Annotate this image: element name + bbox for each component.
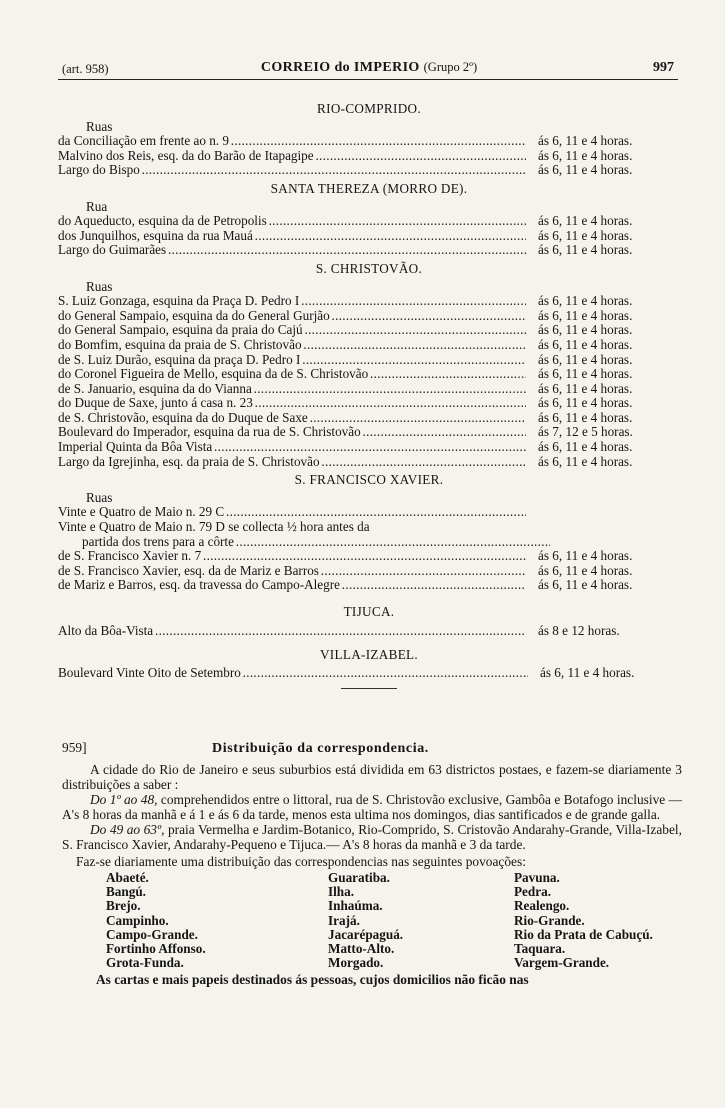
village: Campo-Grande. xyxy=(106,926,198,942)
village: Campinho. xyxy=(106,912,169,928)
paragraph xyxy=(62,792,682,822)
place: de S. Luiz Durão, esquina da praça D. Pedro I . . . xyxy=(58,353,526,368)
village: Fortinho Affonso. xyxy=(106,941,206,957)
place: do Aqueducto, esquina da de Petropolis . . . xyxy=(58,214,526,229)
article-number: 959] xyxy=(62,740,87,755)
group-label: (Grupo 2º) xyxy=(423,60,478,74)
village: Morgado. xyxy=(328,955,384,971)
place: Malvino dos Reis, esq. da do Barão de Itapagipe . . . xyxy=(58,149,526,164)
paragraph xyxy=(62,762,682,792)
schedule-row xyxy=(58,367,680,382)
schedule-row xyxy=(58,323,680,338)
schedule-row xyxy=(58,505,680,520)
village: Grota-Funda. xyxy=(106,955,184,971)
schedule-row xyxy=(58,294,680,309)
place: da Conciliação em frente ao n. 9 . . . xyxy=(58,134,526,149)
place: do General Sampaio, esquina da do General Gurjão . . . xyxy=(58,309,526,324)
schedule-row xyxy=(58,578,680,593)
times: ás 6, 11 e 4 horas. xyxy=(538,548,633,564)
schedule-row xyxy=(58,455,680,470)
page-header xyxy=(62,60,676,80)
village: Jacarépaguá. xyxy=(328,926,404,942)
place: do Duque de Saxe, junto á casa n. 23 . . . xyxy=(58,396,526,411)
place: Largo do Bispo . . . xyxy=(58,163,526,178)
place: Vinte e Quatro de Maio n. 29 C . . . xyxy=(58,505,526,520)
place: de S. Januario, esquina da do Vianna . . . xyxy=(58,382,526,397)
times: ás 6, 11 e 4 horas. xyxy=(538,439,633,455)
village: Rio da Prata de Cabuçú. xyxy=(514,926,653,942)
village: Matto-Alto. xyxy=(328,941,395,957)
place: de S. Francisco Xavier, esq. da de Mariz e Barros . . . xyxy=(58,564,526,579)
section-title: SANTA THEREZA (MORRO DE). xyxy=(270,180,468,196)
paragraph-text: As cartas e mais papeis destinados ás pessoas, cujos domicilios não ficão nas xyxy=(96,972,529,988)
village: Guaratiba. xyxy=(328,870,390,885)
village: Inhaúma. xyxy=(328,898,383,914)
section-title: S. FRANCISCO XAVIER. xyxy=(294,472,444,488)
section-subtitle: Ruas xyxy=(86,278,113,294)
schedule-row xyxy=(58,309,680,324)
paragraph xyxy=(62,822,682,852)
collection-schedule xyxy=(58,98,680,689)
place: do Bomfim, esquina da praia de S. Christovão . . . xyxy=(58,338,526,353)
times: ás 6, 11 e 4 horas. xyxy=(540,664,635,680)
schedule-row xyxy=(58,411,680,426)
section-title: RIO-COMPRIDO. xyxy=(317,101,421,116)
place: do General Sampaio, esquina da praia do Cajú . . . xyxy=(58,323,526,338)
district-range: Do 1º ao 48, xyxy=(90,792,158,807)
times: ás 6, 11 e 4 horas. xyxy=(538,366,633,382)
paragraph-text: Faz-se diariamente uma distribuição das correspondencias nas seguintes povoações: xyxy=(76,854,526,869)
place: Alto da Bôa-Vista . . . xyxy=(58,624,526,639)
section-subtitle: Rua xyxy=(86,198,108,214)
times: ás 6, 11 e 4 horas. xyxy=(538,213,633,229)
paragraph-text: comprehendidos entre o littoral, rua de S. Christovão exclusive, Gambôa e Botafogo inclusive —A's 8 horas da manhã e á 1 e ás 6 da tarde, menos esta ultima nos domingos, dias santificados e de grande galla. xyxy=(62,792,682,822)
publication-title xyxy=(62,60,676,76)
times: ás 6, 11 e 4 horas. xyxy=(538,577,633,593)
place: Boulevard Vinte Oito de Setembro . . . xyxy=(58,666,528,681)
paragraph xyxy=(62,854,682,869)
times: ás 6, 11 e 4 horas. xyxy=(538,133,633,149)
place: Largo da Igrejinha, esq. da praia de S. Christovão . . . xyxy=(58,455,526,470)
times: ás 6, 11 e 4 horas. xyxy=(538,147,633,163)
schedule-row xyxy=(58,243,680,258)
village: Pedra. xyxy=(514,884,551,900)
article-ref: (art. 958) xyxy=(62,62,109,76)
schedule-row xyxy=(58,134,680,149)
times: ás 6, 11 e 4 horas. xyxy=(538,562,633,578)
place: de Mariz e Barros, esq. da travessa do Campo-Alegre . . . xyxy=(58,578,526,593)
schedule-row xyxy=(58,149,680,164)
schedule-note: Vinte e Quatro de Maio n. 79 D se collecta ½ hora antes da xyxy=(58,519,370,535)
section-title: S. CHRISTOVÃO. xyxy=(315,260,423,276)
times: ás 8 e 12 horas. xyxy=(538,622,620,638)
times: ás 6, 11 e 4 horas. xyxy=(538,351,633,367)
place: S. Luiz Gonzaga, esquina da Praça D. Pedro I . . . xyxy=(58,294,526,309)
paragraph xyxy=(62,972,682,987)
times: ás 6, 11 e 4 horas. xyxy=(538,307,633,323)
district-range: Do 49 ao 63º, xyxy=(90,822,165,837)
place: de S. Francisco Xavier n. 7 . . . xyxy=(58,549,526,564)
place: Boulevard do Imperador, esquina da rua de S. Christovão . . . xyxy=(58,425,526,440)
schedule-row xyxy=(58,624,680,639)
times: ás 7, 12 e 5 horas. xyxy=(538,424,633,440)
times: ás 6, 11 e 4 horas. xyxy=(538,322,633,338)
section-heading xyxy=(62,740,682,756)
village: Pavuna. xyxy=(514,870,560,885)
village: Bangú. xyxy=(106,884,146,900)
schedule-row xyxy=(58,564,680,579)
section-title: VILLA-IZABEL. xyxy=(319,647,418,663)
schedule-row xyxy=(58,440,680,455)
place: Largo do Guimarães . . . xyxy=(58,243,526,258)
place: do Coronel Figueira de Mello, esquina da de S. Christovão . . . xyxy=(58,367,526,382)
times: ás 6, 11 e 4 horas. xyxy=(538,453,633,469)
schedule-row xyxy=(58,229,680,244)
place: dos Junquilhos, esquina da rua Mauá . . . xyxy=(58,229,526,244)
times: ás 6, 11 e 4 horas. xyxy=(538,380,633,396)
page-number: 997 xyxy=(653,60,674,75)
times: ás 6, 11 e 4 horas. xyxy=(538,395,633,411)
times: ás 6, 11 e 4 horas. xyxy=(538,293,633,309)
schedule-row xyxy=(58,549,680,564)
distribution-section xyxy=(62,740,682,987)
schedule-row xyxy=(58,353,680,368)
place: de S. Christovão, esquina da do Duque de Saxe . . . xyxy=(58,411,526,426)
times: ás 6, 11 e 4 horas. xyxy=(538,227,633,243)
section-divider xyxy=(341,688,397,689)
times: ás 6, 11 e 4 horas. xyxy=(538,162,633,178)
title-text: CORREIO do IMPERIO xyxy=(260,60,420,75)
section-title: Distribuição da correspondencia. xyxy=(212,741,429,756)
schedule-row xyxy=(58,425,680,440)
times: ás 6, 11 e 4 horas. xyxy=(538,242,633,258)
village: Taquara. xyxy=(514,941,566,957)
village: Ilha. xyxy=(328,884,355,900)
paragraph-text: praia Vermelha e Jardim-Botanico, Rio-Comprido, S. Cristovão Andarahy-Grande, Villa-Izabel, S. Francisco Xavier, Andarahy-Pequeno e Tijuca.— A's 8 horas da manhã e 3 da tarde. xyxy=(62,822,682,852)
schedule-row xyxy=(58,396,680,411)
header-rule xyxy=(58,79,678,80)
section-subtitle: Ruas xyxy=(86,118,113,134)
times: ás 6, 11 e 4 horas. xyxy=(538,336,633,352)
village: Brejo. xyxy=(106,898,141,914)
schedule-row xyxy=(58,214,680,229)
village: Rio-Grande. xyxy=(514,912,585,928)
schedule-row xyxy=(58,535,680,550)
village: Irajá. xyxy=(328,912,360,928)
schedule-row xyxy=(58,338,680,353)
village: Abaeté. xyxy=(106,870,149,885)
schedule-row xyxy=(58,382,680,397)
village: Realengo. xyxy=(514,898,570,914)
schedule-row xyxy=(58,163,680,178)
section-subtitle: Ruas xyxy=(86,489,113,505)
times: ás 6, 11 e 4 horas. xyxy=(538,409,633,425)
villages-list xyxy=(106,871,682,970)
place: partida dos trens para a côrte . . . xyxy=(58,535,550,550)
schedule-row xyxy=(58,666,680,681)
village: Vargem-Grande. xyxy=(514,955,610,971)
paragraph-text: A cidade do Rio de Janeiro e seus suburbios está dividida em 63 districtos postaes, e fazem-se diariamente 3 distribuições a saber : xyxy=(62,762,682,792)
place: Imperial Quinta da Bôa Vista . . . xyxy=(58,440,526,455)
section-title: TIJUCA. xyxy=(343,604,395,619)
